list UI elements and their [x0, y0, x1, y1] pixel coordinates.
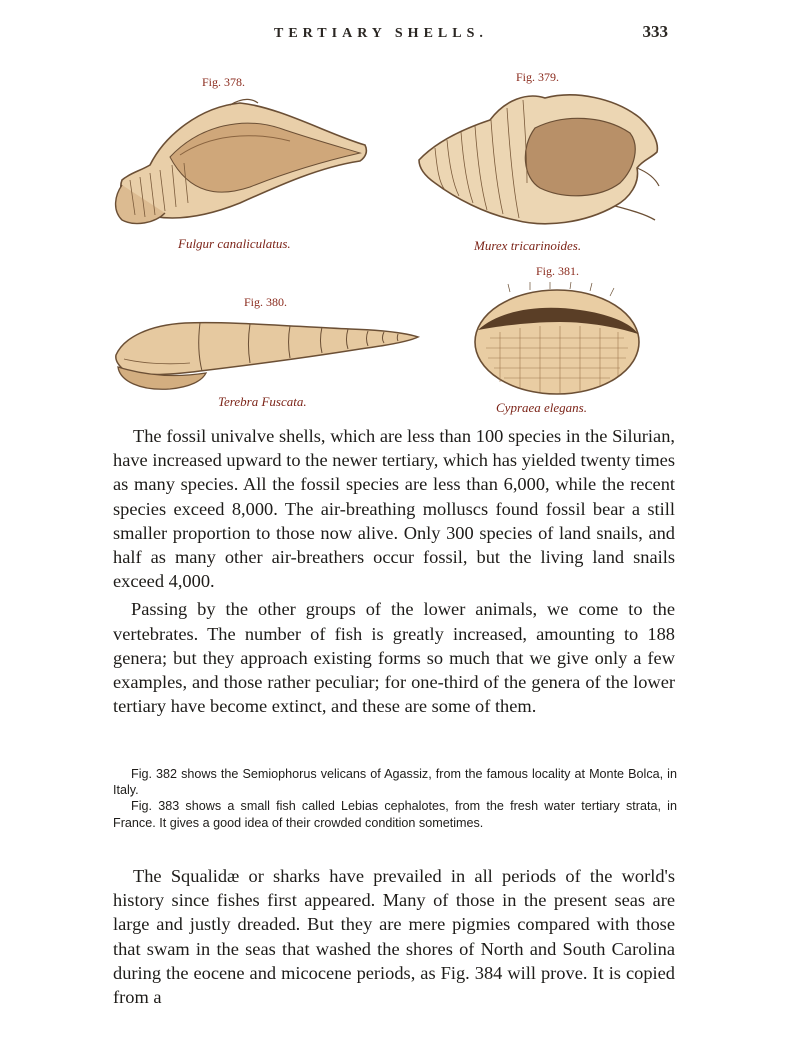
fig-379-caption: Murex tricarinoides. [474, 238, 582, 253]
figure-notes [113, 766, 677, 831]
closing-text [113, 864, 675, 1009]
fig-381-caption: Cypraea elegans. [496, 400, 587, 415]
fig-380-caption: Terebra Fuscata. [218, 394, 307, 409]
main-text [113, 424, 675, 718]
fulgur-shell-illustration [110, 95, 372, 233]
running-head [116, 22, 676, 48]
page-number: 333 [642, 22, 668, 41]
paragraph-vertebrates: Passing by the other groups of the lower animals, we come to the vertebrates. The number of fish is greatly increased, amounting to 188 genera; but they approach existing forms so much that we give only a few examples, and those rather peculiar; for one-third of the genera of the lower tertiary have become extinct, and these are some of them. [113, 599, 675, 717]
fig-378-caption: Fulgur canaliculatus. [178, 236, 291, 251]
note-fig-382: Fig. 382 shows the Semiophorus velicans of Agassiz, from the famous locality at Monte Bolca, in Italy. [113, 767, 677, 798]
terebra-shell-illustration [110, 315, 422, 395]
paragraph-fossil-univalves: The fossil univalve shells, which are less than 100 species in the Silurian, have increased upward to the newer tertiary, which has yielded twenty times as many species. All the fossil species are less than 6,000, while the recent species exceed 8,000. The air-breathing molluscs found fossil bear a still smaller proportion to those now alive. Only 300 species of land snails, and half as many other air-breathers occur fossil, but the living land snails exceed 4,000. [113, 426, 675, 592]
running-title: TERTIARY SHELLS. [274, 26, 488, 41]
fig-379-label: Fig. 379. [516, 70, 560, 84]
fig-381-label: Fig. 381. [536, 264, 580, 278]
fig-380-label: Fig. 380. [244, 295, 288, 309]
note-fig-383: Fig. 383 shows a small fish called Lebias cephalotes, from the fresh water tertiary strata, in France. It gives a good idea of their crowded condition sometimes. [113, 799, 677, 830]
paragraph-sharks: The Squalidæ or sharks have prevailed in all periods of the world's history since fishes first appeared. Many of those in the present seas are large and justly dreaded. But they are mere pigmies compared with those that swam in the seas that washed the shores of North and South Carolina during the eocene and micocene periods, as Fig. 384 will prove. It is copied from a [113, 866, 675, 1008]
cypraea-shell-illustration [470, 282, 644, 400]
murex-shell-illustration [415, 88, 663, 236]
fig-378-label: Fig. 378. [202, 75, 246, 89]
